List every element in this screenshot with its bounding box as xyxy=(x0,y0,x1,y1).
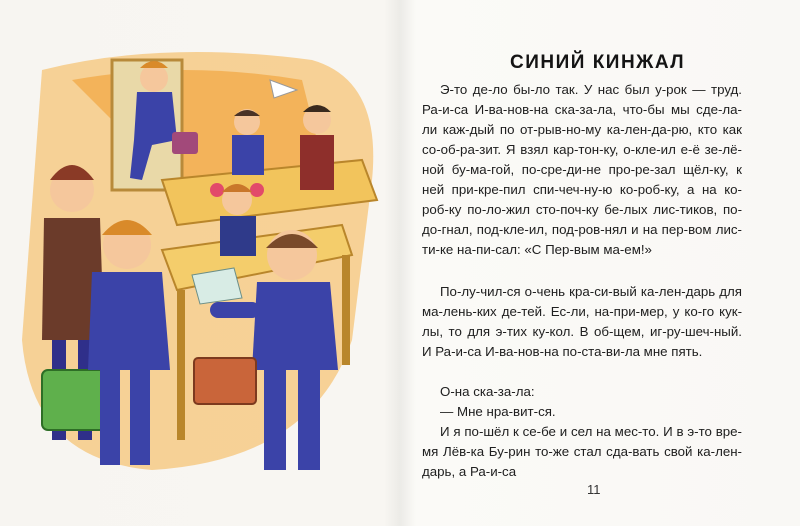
classroom-illustration xyxy=(12,40,392,480)
paragraph: Э-то де-ло бы-ло так. У нас был у-рок — труд. Ра-и-са И-ва-нов-на ска-за-ла, что-бы мы сде-ла-ли каж-дый по от-рыв-но-му ка-лен-да-рю, кто как со-об-ра-зит. Я взял кар-тон-ку, о-кле-ил е-ё зе-лё-ной бу-ма-гой, по-сре-ди-не про-ре-зал щёл-ку, к ней при-кре-пил спи-чеч-ну-ю ко-роб-ку, а на ко-роб-ку по-ло-жил сто-поч-ку бе-лых лис-тиков, по-до-гнал, под-кле-ил, под-ров-нял и на пер-вом лис-ти-ке на-пи-сал: «С Пер-вым ма-ем!» xyxy=(422,82,742,257)
story-title: СИНИЙ КИНЖАЛ xyxy=(510,52,686,73)
paragraph: По-лу-чил-ся о-чень кра-си-вый ка-лен-дарь для ма-лень-ких де-тей. Ес-ли, на-при-мер, у ко-го кук-лы, то для э-тих ку-кол. В об-щем, иг-ру-шеч-ный. И Ра-и-са И-ва-нов-на по-ста-ви-ла мне пять. xyxy=(422,284,742,359)
right-page xyxy=(400,0,800,526)
paragraph: И я по-шёл к се-бе и сел на мес-то. И в э-то вре-мя Лёв-ка Бу-рин то-же стал сда-вать свой ка-лен-дарь, а Ра-и-са xyxy=(422,424,742,479)
paragraph: О-на ска-за-ла: xyxy=(440,384,535,399)
page-number: 11 xyxy=(587,482,601,497)
paragraph: — Мне нра-вит-ся. xyxy=(440,404,556,419)
